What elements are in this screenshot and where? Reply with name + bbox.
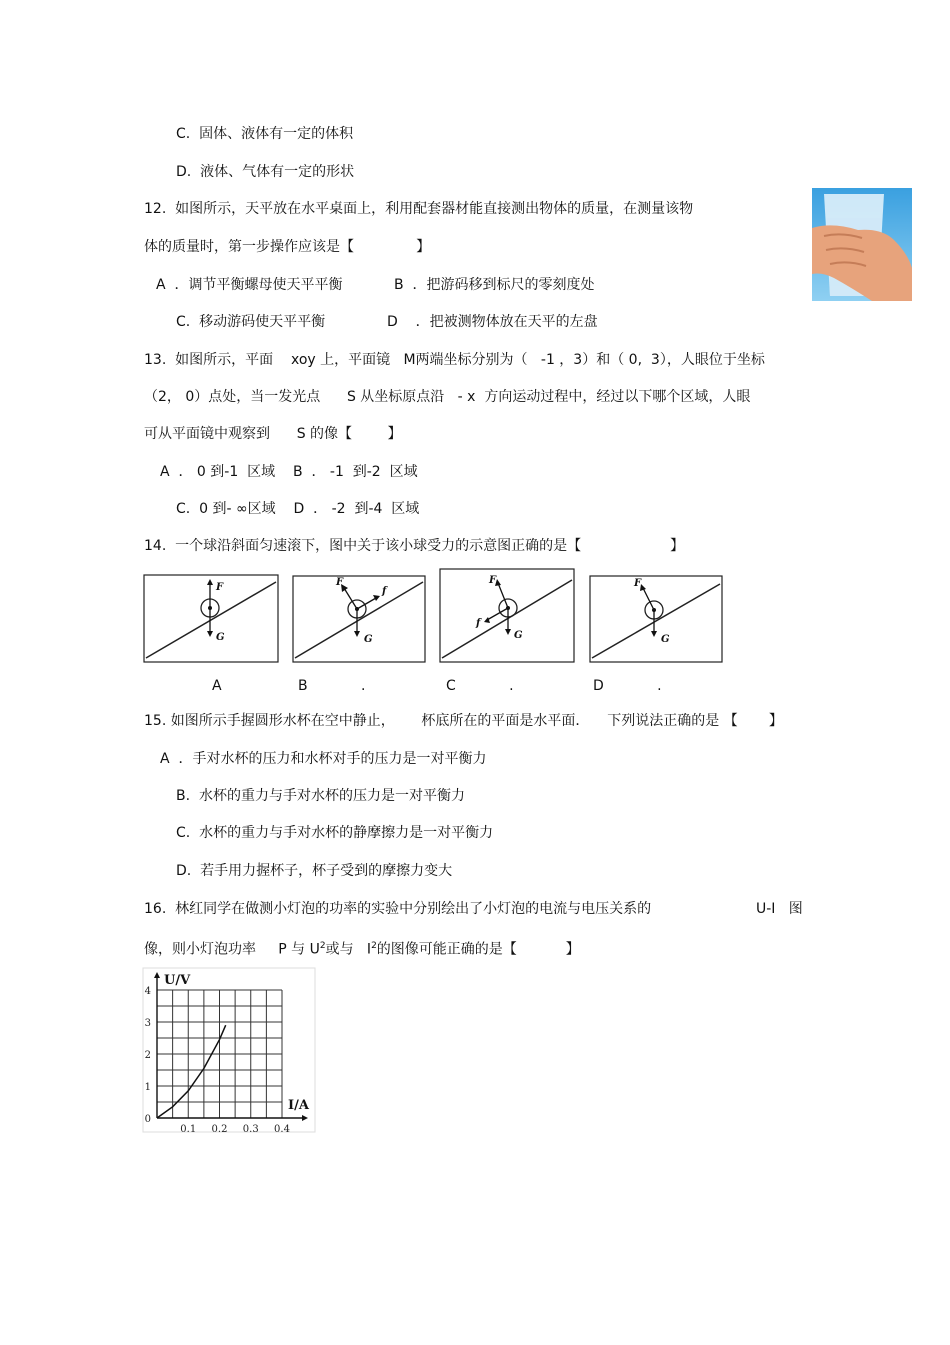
force-label-small-f: f <box>476 618 481 629</box>
diagram-d <box>590 576 722 662</box>
q13-stem-line1: 13. 如图所示，平面 xoy 上，平面镜 M两端坐标分别为（ -1 ，3）和（ 0, 3），人眼位于坐标 <box>144 352 765 368</box>
q16-stem-line1: 16. 林红同学在做测小灯泡的功率的实验中分别绘出了小灯泡的电流与电压关系的 <box>144 901 652 917</box>
y-tick-label: 2 <box>144 1050 151 1061</box>
x-axis-arrow <box>302 1115 308 1121</box>
x-tick-label: 0.3 <box>242 1124 259 1135</box>
q14-label-c: C . <box>446 678 514 694</box>
force-label-f: F <box>216 582 224 593</box>
q15-option-d: D. 若手用力握杯子，杯子受到的摩擦力变大 <box>176 863 453 879</box>
hand-holding-cup-image <box>812 188 912 301</box>
q14-label-a: A <box>212 678 222 694</box>
q11-option-c: C. 固体、液体有一定的体积 <box>176 126 354 142</box>
q13-stem-line2: （2， 0）点处，当一发光点 S 从坐标原点沿 - x 方向运动过程中，经过以下哪个区域，人眼 <box>144 389 751 405</box>
series-line <box>157 1025 226 1118</box>
diagram-c <box>440 569 574 662</box>
q13-options-ab: A ． 0 到-1 区域 B ． -1 到-2 区域 <box>160 464 418 480</box>
force-label-f: F <box>489 575 497 586</box>
chart-axes <box>154 972 308 1121</box>
force-label-f: F <box>336 577 344 588</box>
force-label-g: G <box>216 632 225 643</box>
y-tick-label: 3 <box>144 1018 151 1029</box>
force-label-f: F <box>634 578 642 589</box>
q16-stem-line1-end: U-I 图 <box>756 901 803 917</box>
q14-stem: 14. 一个球沿斜面匀速滚下，图中关于该小球受力的示意图正确的是【 】 <box>144 538 685 554</box>
q13-stem-line3: 可从平面镜中观察到 S 的像【 】 <box>144 426 402 442</box>
q12-option-c: C. 移动游码使天平平衡 <box>176 314 326 330</box>
q14-label-b: B . <box>298 678 366 694</box>
y-tick-label: 0 <box>144 1114 151 1125</box>
y-axis-label: U/V <box>164 973 191 988</box>
q12-option-a: A ．调节平衡螺母使天平平衡 <box>156 277 343 293</box>
q15-option-c: C. 水杯的重力与手对水杯的静摩擦力是一对平衡力 <box>176 825 494 841</box>
y-tick-label: 4 <box>144 986 151 997</box>
q14-incline-diagrams <box>140 568 730 666</box>
diagram-b <box>293 576 425 662</box>
x-tick-label: 0.2 <box>211 1124 228 1135</box>
q12-stem-line1: 12. 如图所示，天平放在水平桌面上，利用配套器材能直接测出物体的质量，在测量该物 <box>144 201 694 217</box>
q12-stem-line2: 体的质量时，第一步操作应该是【 】 <box>144 239 431 255</box>
q12-option-b: B ．把游码移到标尺的零刻度处 <box>394 277 595 293</box>
force-label-g: G <box>364 634 373 645</box>
q14-label-d: D . <box>593 678 662 694</box>
q11-option-d: D. 液体、气体有一定的形状 <box>176 164 355 180</box>
q15-option-b: B. 水杯的重力与手对水杯的压力是一对平衡力 <box>176 788 465 804</box>
diagram-a <box>144 575 278 662</box>
q15-option-a: A ．手对水杯的压力和水杯对手的压力是一对平衡力 <box>160 751 487 767</box>
x-tick-label: 0.4 <box>274 1124 290 1135</box>
x-tick-label: 0.1 <box>180 1124 197 1135</box>
force-label-small-f: f <box>382 586 387 597</box>
q16-stem-line2: 像，则小灯泡功率 P 与 $U^2$或与 $I^2$的图像可能正确的是【 】 <box>144 941 580 958</box>
q12-option-d: D ．把被测物体放在天平的左盘 <box>387 314 598 330</box>
chart-grid <box>157 990 282 1118</box>
q13-options-cd: C. 0 到- ∞区域 D ． -2 到-4 区域 <box>176 501 420 517</box>
x-axis-label: I/A <box>288 1098 309 1113</box>
y-axis-arrow <box>154 972 160 978</box>
q15-stem: 15. 如图所示手握圆形水杯在空中静止， 杯底所在的平面是水平面． 下列说法正确的是 【 】 <box>144 713 783 729</box>
y-tick-label: 1 <box>144 1082 151 1093</box>
force-label-g: G <box>514 630 523 641</box>
q16-ui-chart <box>140 966 318 1136</box>
force-label-g: G <box>661 634 670 645</box>
